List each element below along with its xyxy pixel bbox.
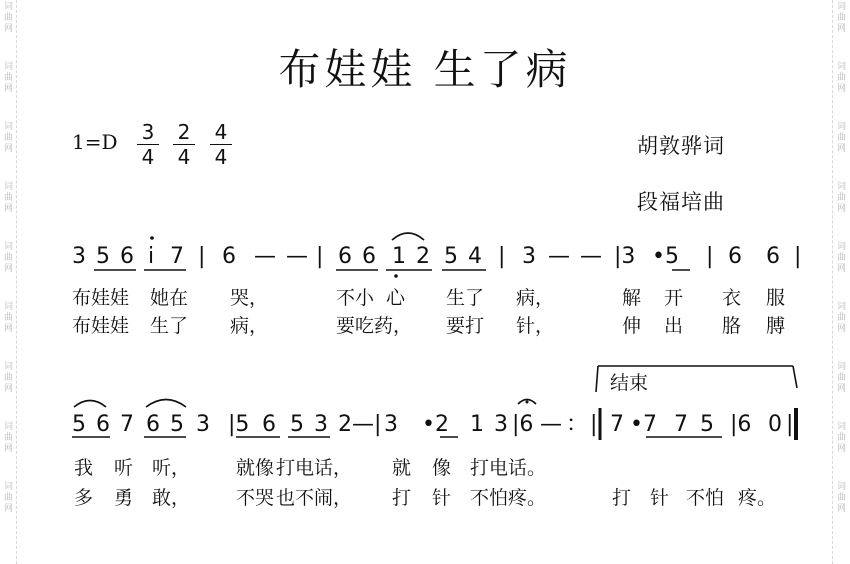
watermark-text: 词 曲 网	[836, 242, 846, 274]
note: 6	[120, 244, 134, 269]
lyric: 心	[386, 287, 406, 309]
note: 1	[470, 412, 484, 437]
lyric: 疼。	[738, 487, 777, 509]
ending-label: 结束	[610, 372, 649, 394]
watermark-text: 词 曲 网	[836, 302, 846, 334]
lyric: 针	[432, 487, 452, 509]
note: 4	[468, 244, 482, 269]
lyric: 不小	[336, 287, 375, 309]
lyric: 胳	[722, 315, 742, 337]
note: 6	[728, 244, 742, 269]
lyric: 出	[664, 315, 684, 337]
note: 3	[384, 412, 398, 437]
lyric: 像	[432, 457, 452, 479]
lyric: 听，	[152, 457, 191, 479]
watermark-text: 词 曲 网	[3, 422, 13, 454]
note: 6	[146, 412, 160, 437]
lyric: 不怕疼。	[470, 487, 547, 509]
lyric: 布娃娃	[72, 287, 130, 309]
note: —	[540, 412, 562, 437]
lyric: 要吃药，	[336, 315, 413, 337]
barline: |	[316, 244, 324, 269]
time-signature-top: 3	[141, 120, 155, 144]
lyric: 伸	[622, 315, 642, 337]
note: |3	[614, 244, 636, 269]
note: 7	[120, 412, 134, 437]
watermark-text: 词 曲 网	[3, 62, 13, 94]
watermark-text: 词 曲 网	[3, 2, 13, 34]
lyric: 衣	[722, 287, 742, 309]
note: 5	[96, 244, 110, 269]
note: 3	[522, 244, 536, 269]
note: 0	[768, 412, 782, 437]
lyric: 敢，	[152, 487, 191, 509]
lyric: 生了	[446, 287, 485, 309]
watermark-text: 词 曲 网	[836, 422, 846, 454]
lyric: 也不闹，	[276, 487, 353, 509]
note: —	[580, 244, 602, 269]
lyric: 要打	[446, 315, 485, 337]
lyric: 勇	[114, 487, 134, 509]
time-signature-bottom: 4	[177, 145, 191, 169]
barline: |	[498, 244, 506, 269]
lyric: 服	[766, 287, 786, 309]
lyric: 开	[664, 287, 684, 309]
lyric: 她在	[150, 287, 189, 309]
lyric: 哭，	[230, 287, 269, 309]
time-signature-top: 4	[214, 120, 228, 144]
note: 5	[290, 412, 304, 437]
lyric: 不哭	[236, 487, 275, 509]
note: 1	[392, 244, 406, 269]
barline: |	[786, 412, 794, 437]
lyric: 针	[650, 487, 670, 509]
composer-credit: 段福培曲	[637, 190, 725, 214]
note: 5	[72, 412, 86, 437]
lyricist-credit: 胡敦骅词	[637, 134, 725, 158]
note: 6	[96, 412, 110, 437]
lyric: 听	[114, 457, 134, 479]
note: 3	[72, 244, 86, 269]
note: •5	[652, 244, 679, 269]
note: 6	[766, 244, 780, 269]
note: 2	[416, 244, 430, 269]
barline: |	[706, 244, 714, 269]
note: 6	[222, 244, 236, 269]
watermark-text: 词 曲 网	[3, 362, 13, 394]
key-signature: 1=D	[72, 130, 118, 154]
note: 5	[444, 244, 458, 269]
music-line-2	[0, 410, 850, 440]
lyric: 针，	[516, 315, 555, 337]
lyric: 打电话。	[470, 457, 547, 479]
note: •7	[630, 412, 657, 437]
watermark-text: 词 曲 网	[3, 482, 13, 514]
note: i	[148, 244, 155, 269]
lyric: 我	[74, 457, 94, 479]
watermark-text: 词 曲 网	[3, 302, 13, 334]
watermark-text: 词 曲 网	[3, 242, 13, 274]
lyric: 多	[74, 487, 94, 509]
lyrics-line-2-verse-1	[0, 454, 850, 482]
lyric: 解	[622, 287, 642, 309]
lyric: 就像	[236, 457, 275, 479]
watermark-text: 词 曲 网	[836, 182, 846, 214]
lyric: 膊	[766, 315, 786, 337]
time-signature-top: 2	[177, 120, 191, 144]
music-line-1	[0, 242, 850, 272]
note: 3	[196, 412, 210, 437]
note: 2—|	[338, 412, 382, 437]
note: —	[548, 244, 570, 269]
note: 7	[170, 244, 184, 269]
watermark-text: 词 曲 网	[836, 482, 846, 514]
note: 5	[700, 412, 714, 437]
lyric: 就	[392, 457, 412, 479]
lyrics-line-1-verse-1	[0, 284, 850, 312]
time-signature-bottom: 4	[214, 145, 228, 169]
repeat-sign: ：	[566, 412, 589, 437]
note: 5	[170, 412, 184, 437]
note: 6	[338, 244, 352, 269]
note: •2	[422, 412, 449, 437]
lyric: 打电话，	[276, 457, 353, 479]
watermark-text: 词 曲 网	[3, 182, 13, 214]
watermark-text: 词 曲 网	[3, 122, 13, 154]
lyric: 病，	[516, 287, 555, 309]
lyric: 病，	[230, 315, 269, 337]
watermark-text: 词 曲 网	[836, 122, 846, 154]
lyric: 布娃娃	[72, 315, 130, 337]
note: |6	[512, 412, 534, 437]
lyric: 打	[392, 487, 412, 509]
watermark-text: 词 曲 网	[836, 362, 846, 394]
lyrics-line-2-verse-2	[0, 484, 850, 512]
barline: |	[198, 244, 206, 269]
note: 6	[362, 244, 376, 269]
note: 3	[314, 412, 328, 437]
note: 6	[262, 412, 276, 437]
note: 3	[494, 412, 508, 437]
barline: |	[794, 244, 802, 269]
time-signature-bottom: 4	[141, 145, 155, 169]
note: 7	[674, 412, 688, 437]
note: 7	[610, 412, 624, 437]
lyric: 打	[612, 487, 632, 509]
lyrics-line-1-verse-2	[0, 312, 850, 340]
song-title: 布娃娃 生了病	[278, 45, 572, 94]
watermark-text: 词 曲 网	[836, 2, 846, 34]
note: —	[254, 244, 276, 269]
note: |5	[228, 412, 250, 437]
barline: |	[590, 412, 598, 437]
lyric: 不怕	[686, 487, 725, 509]
note: —	[286, 244, 308, 269]
watermark-text: 词 曲 网	[836, 62, 846, 94]
note: |6	[730, 412, 752, 437]
lyric: 生了	[150, 315, 189, 337]
